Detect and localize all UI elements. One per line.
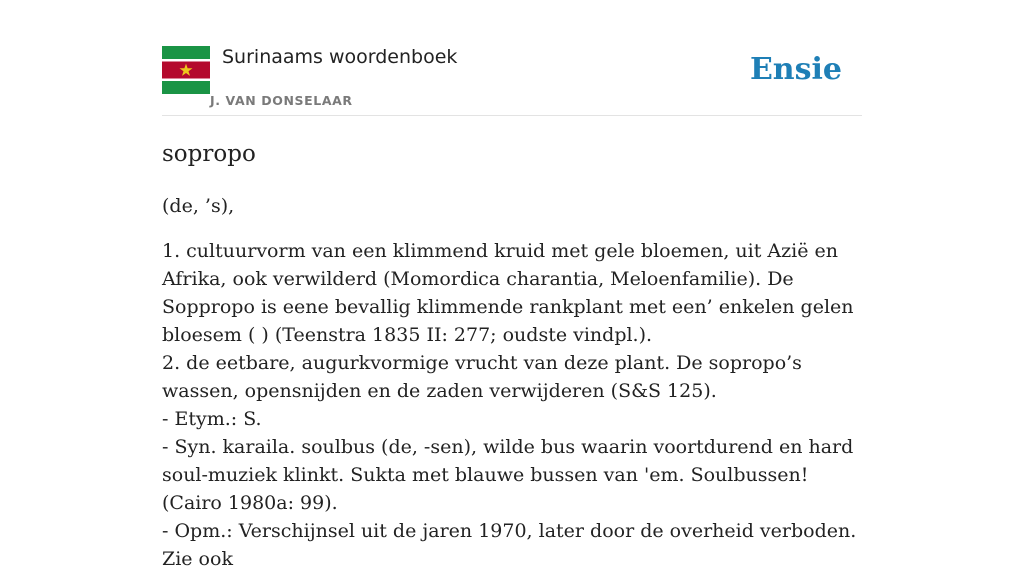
source-title-link[interactable]: Surinaams woordenboek bbox=[222, 46, 458, 68]
definition-line: - Syn. karaila. soulbus (de, -sen), wilde bus waarin voortdurend en hard soul-muziek klinkt. Sukta met blauwe bussen van 'em. Soulbussen! (Cairo 1980a: 99). bbox=[162, 436, 854, 514]
definition-line: 2. de eetbare, augurkvormige vrucht van deze plant. De sopropo’s wassen, opensnijden en de zaden verwijderen (S&S 125). bbox=[162, 352, 802, 402]
source-author: J. VAN DONSELAAR bbox=[210, 93, 353, 108]
definition-line: 1. cultuurvorm van een klimmend kruid met gele bloemen, uit Azië en Afrika, ook verwilderd (Momordica charantia, Meloenfamilie). De Soppropo is eene bevallig klimmende rankplant met een’ enkelen gelen bloesem ( ) (Teenstra 1835 II: 277; oudste vindpl.). bbox=[162, 240, 854, 346]
suriname-flag-icon[interactable] bbox=[162, 46, 210, 94]
definition-line: - Opm.: Verschijnsel uit de jaren 1970, later door de overheid verboden. Zie ook bbox=[162, 520, 857, 570]
ensie-logo-link[interactable]: Ensie bbox=[749, 52, 842, 87]
entry-grammar: (de, ’s), bbox=[162, 195, 235, 217]
entry-headword: sopropo bbox=[162, 141, 256, 167]
flag-graphic bbox=[162, 46, 210, 94]
source-header bbox=[162, 46, 862, 116]
entry-definition bbox=[162, 237, 862, 573]
entry-content bbox=[162, 136, 862, 573]
definition-line: - Etym.: S. bbox=[162, 408, 262, 430]
